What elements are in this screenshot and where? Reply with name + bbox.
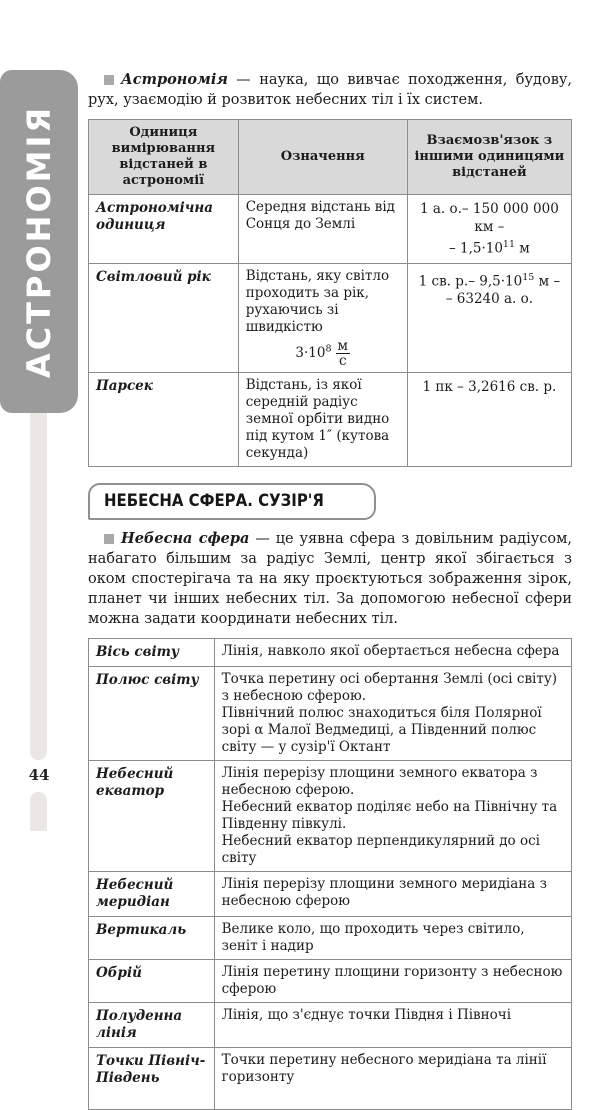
spine-strip [30, 792, 47, 831]
table-header-row [89, 120, 572, 195]
fraction [336, 339, 351, 368]
term-cell: Парсек [89, 372, 239, 466]
fraction-denominator: с [339, 352, 347, 369]
relation-line: 1 св. р.– $9,5\cdot 10^{15}$ м – [418, 271, 561, 289]
table-row [89, 372, 572, 466]
definition-cell: Точка перетину осі обертання Землі (осі світу) з небесною сферою. Північний полюс знаходиться біля Полярної зорі α Малої Ведмедиці, а Південний полюс світу — у сузір'ї Октант [214, 666, 571, 760]
definition-cell: Лінія, навколо якої обертається небесна сфера [214, 638, 571, 666]
speed-formula: $3\cdot 10^8$ $\frac{м}{с}$ [295, 337, 349, 369]
table-row [89, 916, 572, 959]
exponent: 8 [325, 343, 332, 355]
table-row [89, 195, 572, 264]
relation-line: 1 а. о.– 150 000 000 км – [419, 201, 559, 235]
square-bullet-icon [104, 75, 114, 85]
column-header: Одиниця вимірювання відстаней в астрономії [89, 120, 239, 195]
table-row [89, 638, 572, 666]
column-header: Означення [238, 120, 407, 195]
term-cell: Вертикаль [89, 916, 215, 959]
fraction-numerator: м [337, 337, 349, 354]
sphere-term: Небесна сфера [121, 529, 250, 547]
sphere-text: — це уявна сфера з довільним радіусом, набагато більшим за радіус Землі, центр якої збігається з оком спостерігача та на яку проєктуються зображення зірок, планет чи інших небесних тіл. За допомогою небесної сфери можна задати координати небесних тіл. [88, 530, 573, 627]
page-number: 44 [28, 766, 50, 784]
definition-cell: Велике коло, що проходить через світило, зеніт і надир [214, 916, 571, 959]
section-header-tab [88, 483, 376, 520]
page-content [88, 70, 572, 1110]
exponent: 15 [522, 271, 535, 283]
spine-strip [30, 413, 47, 760]
definition-cell: Лінія перерізу площини земного екватора з небесною сферою. Небесний екватор поділяє небо на Північну та Південну півкулі. Небесний екватор перпендикулярний до осі світу [214, 760, 571, 871]
table-row [89, 1002, 572, 1047]
relation-line: 1 пк – 3,2616 св. р. [422, 378, 557, 395]
term-cell: Небесний меридіан [89, 871, 215, 916]
table-row [89, 1047, 572, 1109]
term-cell: Астрономічна одиниця [89, 195, 239, 264]
term-cell: Точки Північ-Південь [89, 1047, 215, 1109]
intro-term: Астрономія [121, 71, 228, 88]
table-row [89, 871, 572, 916]
table-row [89, 263, 572, 372]
relation-line: – $1,5\cdot 10^{11}$ м [448, 239, 530, 257]
table-row [89, 760, 572, 871]
section-title: НЕБЕСНА СФЕРА. СУЗІР'Я [104, 490, 324, 511]
exponent: 11 [502, 239, 516, 250]
relation-line: – 63240 а. о. [445, 291, 534, 307]
intro-text: — наука, що вивчає походження, будову, рух, узаємодію й розвиток небесних тіл і їх систем. [88, 72, 573, 108]
definition-cell [238, 263, 407, 372]
definition-cell: Лінія перетину площини горизонту з небесною сферою [214, 959, 571, 1002]
distance-units-table [88, 119, 572, 467]
chapter-tab-label: АСТРОНОМІЯ [20, 104, 58, 379]
celestial-sphere-table [88, 638, 572, 1110]
term-cell: Полуденна лінія [89, 1002, 215, 1047]
column-header: Взаємозв'язок з іншими одиницями відстаней [407, 120, 571, 195]
definition-cell: Лінія перерізу площини земного меридіана з небесною сферою [214, 871, 571, 916]
term-cell: Небесний екватор [89, 760, 215, 871]
relation-cell [407, 195, 571, 264]
square-bullet-icon [104, 534, 114, 544]
table-row [89, 666, 572, 760]
relation-cell [407, 263, 571, 372]
definition-cell: Точки перетину небесного меридіана та лінії горизонту [214, 1047, 571, 1109]
sphere-intro-paragraph [88, 529, 572, 629]
term-cell: Полюс світу [89, 666, 215, 760]
definition-text: Відстань, яку світло проходить за рік, рухаючись зі швидкістю [245, 267, 390, 335]
term-cell: Світловий рік [89, 263, 239, 372]
definition-cell: Середня відстань від Сонця до Землі [238, 195, 407, 264]
definition-cell: Відстань, із якої середній радіус земної орбіти видно під кутом 1″ (кутова секунда) [238, 372, 407, 466]
term-cell: Обрій [89, 959, 215, 1002]
table-row [89, 959, 572, 1002]
term-cell: Вісь світу [89, 638, 215, 666]
relation-cell [407, 372, 571, 466]
definition-cell: Лінія, що з'єднує точки Півдня і Півночі [214, 1002, 571, 1047]
intro-paragraph [88, 70, 572, 110]
